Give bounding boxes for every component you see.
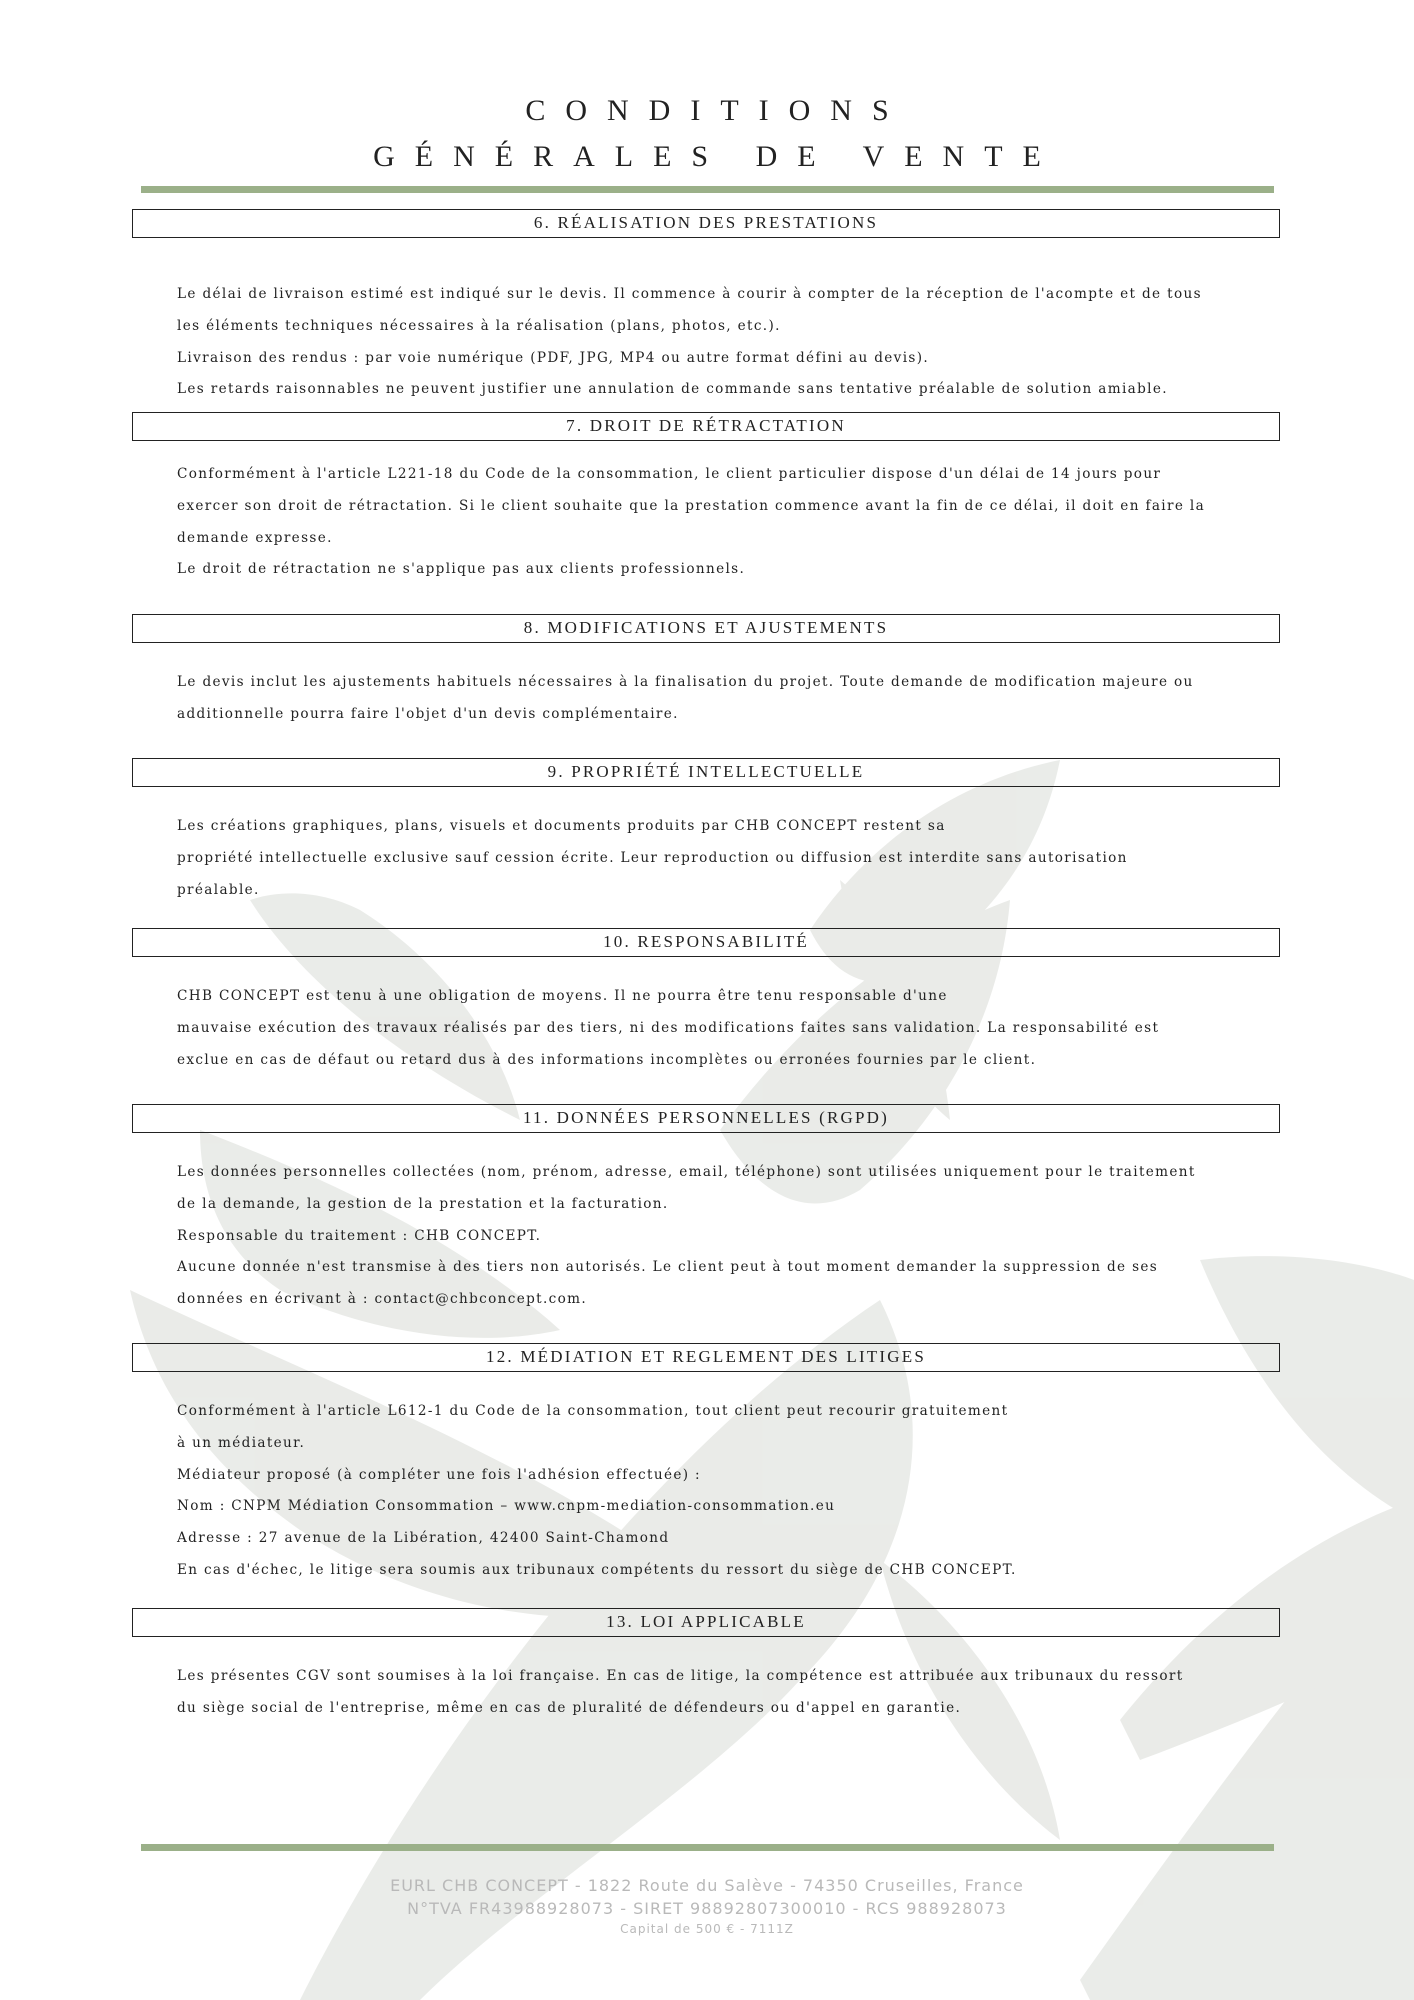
section-body-10 — [177, 981, 1257, 1076]
paragraph-line: Le droit de rétractation ne s'applique pas aux clients professionnels. — [177, 561, 746, 578]
paragraph-line: Les présentes CGV sont soumises à la loi française. En cas de litige, la compétence est attribuée aux tribunaux du ressort — [177, 1668, 1184, 1684]
paragraph-line: Adresse : 27 avenue de la Libération, 42400 Saint-Chamond — [177, 1530, 670, 1547]
section-heading-13: 13. LOI APPLICABLE — [132, 1608, 1280, 1637]
paragraph-line: exclue en cas de défaut ou retard dus à des informations incomplètes ou erronées fournies par le client. — [177, 1051, 1037, 1068]
paragraph-line: du siège social de l'entreprise, même en cas de pluralité de défendeurs ou d'appel en garantie. — [177, 1699, 962, 1716]
section-heading-9: 9. PROPRIÉTÉ INTELLECTUELLE — [132, 758, 1280, 787]
paragraph-line: Les retards raisonnables ne peuvent justifier une annulation de commande sans tentative préalable de solution amiable. — [177, 381, 1168, 398]
paragraph-line: exercer son droit de rétractation. Si le client souhaite que la prestation commence avant la fin de ce délai, il doit en faire la — [177, 497, 1206, 514]
paragraph-line: demande expresse. — [177, 529, 333, 546]
paragraph-line: En cas d'échec, le litige sera soumis aux tribunaux compétents du ressort du siège de CHB CONCEPT. — [177, 1561, 1017, 1578]
section-body-6 — [177, 279, 1257, 406]
paragraph-line: Nom : CNPM Médiation Consommation – www.cnpm-mediation-consommation.eu — [177, 1498, 836, 1515]
paragraph-line: CHB CONCEPT est tenu à une obligation de moyens. Il ne pourra être tenu responsable d'une — [177, 988, 948, 1004]
section-body-11 — [177, 1157, 1257, 1316]
paragraph-line: préalable. — [177, 881, 260, 898]
paragraph-line: propriété intellectuelle exclusive sauf cession écrite. Leur reproduction ou diffusion est interdite sans autorisation — [177, 849, 1128, 866]
title-line-2: GÉNÉRALES DE VENTE — [373, 140, 1061, 173]
footer-company-address: EURL CHB CONCEPT - 1822 Route du Salève - 74350 Cruseilles, France — [390, 1876, 1024, 1895]
footer-capital: Capital de 500 € - 7111Z — [620, 1922, 794, 1936]
section-heading-10: 10. RESPONSABILITÉ — [132, 928, 1280, 957]
paragraph-line: données en écrivant à : contact@chbconcept.com. — [177, 1291, 588, 1308]
paragraph-line: Les données personnelles collectées (nom, prénom, adresse, email, téléphone) sont utilisées uniquement pour le traitement — [177, 1164, 1196, 1180]
section-body-9 — [177, 811, 1257, 906]
paragraph-line: Les créations graphiques, plans, visuels et documents produits par CHB CONCEPT restent sa — [177, 818, 946, 834]
paragraph-line: Le devis inclut les ajustements habituels nécessaires à la finalisation du projet. Toute demande de modification majeure ou — [177, 674, 1194, 690]
paragraph-line: additionnelle pourra faire l'objet d'un devis complémentaire. — [177, 705, 679, 722]
section-heading-7: 7. DROIT DE RÉTRACTATION — [132, 412, 1280, 441]
paragraph-line: à un médiateur. — [177, 1434, 306, 1451]
section-body-12 — [177, 1396, 1257, 1587]
paragraph-line: mauvaise exécution des travaux réalisés par des tiers, ni des modifications faites sans validation. La responsabilité est — [177, 1019, 1160, 1036]
paragraph-line: Médiateur proposé (à compléter une fois l'adhésion effectuée) : — [177, 1466, 701, 1483]
top-divider — [141, 186, 1274, 193]
footer-registration: N°TVA FR43988928073 - SIRET 98892807300010 - RCS 988928073 — [407, 1899, 1007, 1918]
paragraph-line: Responsable du traitement : CHB CONCEPT. — [177, 1227, 542, 1244]
section-heading-6: 6. RÉALISATION DES PRESTATIONS — [132, 209, 1280, 238]
paragraph-line: Aucune donnée n'est transmise à des tiers non autorisés. Le client peut à tout moment demander la suppression de ses — [177, 1259, 1159, 1276]
document-title — [0, 88, 1414, 180]
section-body-7 — [177, 459, 1257, 586]
paragraph-line: Conformément à l'article L612-1 du Code de la consommation, tout client peut recourir gratuitement — [177, 1403, 1009, 1419]
section-heading-8: 8. MODIFICATIONS ET AJUSTEMENTS — [132, 614, 1280, 643]
paragraph-line: Le délai de livraison estimé est indiqué sur le devis. Il commence à courir à compter de la réception de l'acompte et de tous — [177, 286, 1202, 302]
paragraph-line: de la demande, la gestion de la prestation et la facturation. — [177, 1195, 669, 1212]
paragraph-line: Conformément à l'article L221-18 du Code de la consommation, le client particulier dispose d'un délai de 14 jours pour — [177, 466, 1162, 482]
section-heading-11: 11. DONNÉES PERSONNELLES (RGPD) — [132, 1104, 1280, 1133]
paragraph-line: les éléments techniques nécessaires à la réalisation (plans, photos, etc.). — [177, 317, 781, 334]
paragraph-line: Livraison des rendus : par voie numérique (PDF, JPG, MP4 ou autre format défini au devis). — [177, 349, 930, 366]
bottom-divider — [141, 1844, 1274, 1851]
section-body-8 — [177, 667, 1257, 731]
title-line-1: CONDITIONS — [525, 94, 909, 127]
section-heading-12: 12. MÉDIATION ET REGLEMENT DES LITIGES — [132, 1343, 1280, 1372]
section-body-13 — [177, 1661, 1257, 1725]
